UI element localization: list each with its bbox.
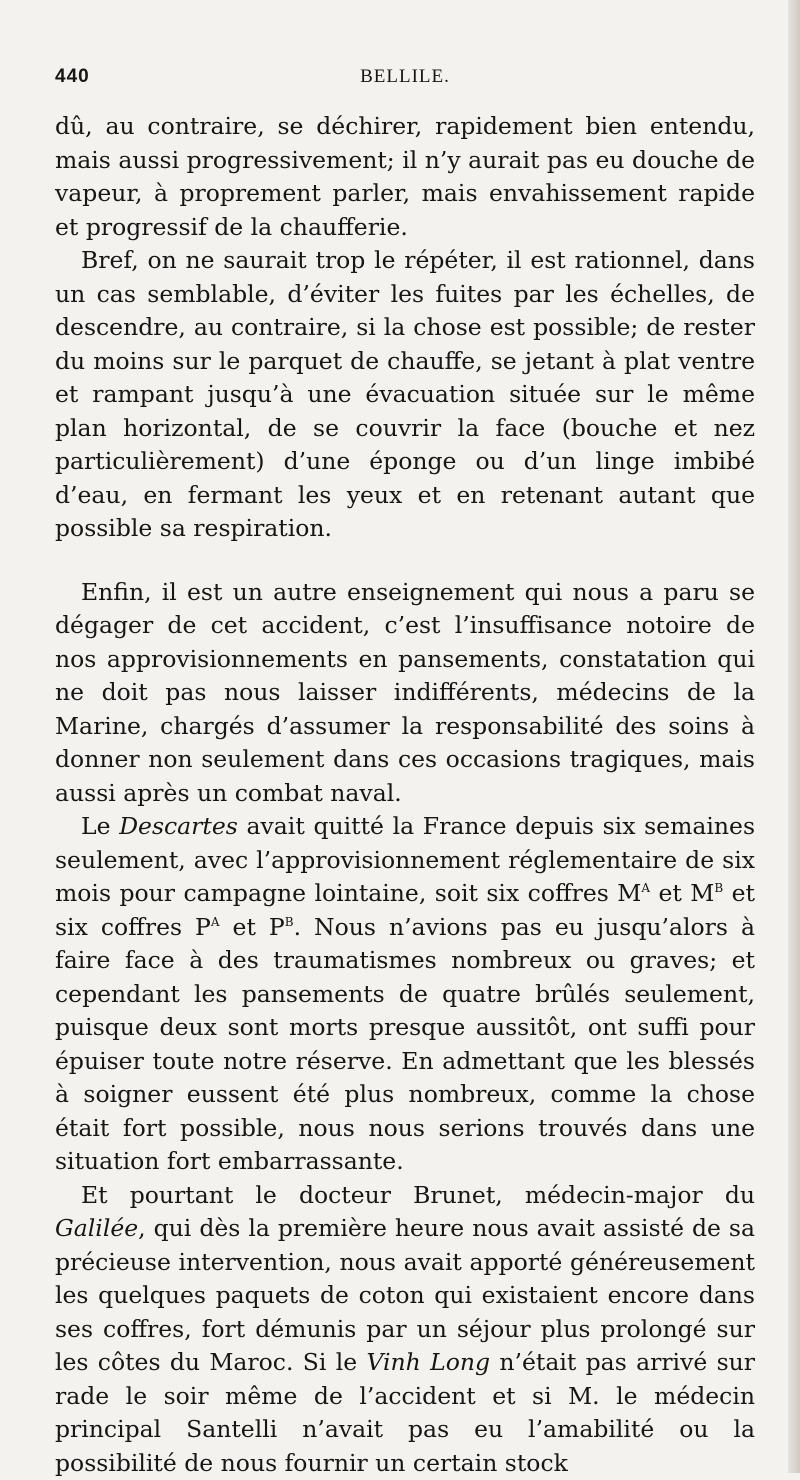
paragraph-4-text-2: avait quitté la France depuis six semaines seulement, avec l’approvisionnement réglementaire de six mois pour campagne lointaine, soit six coffres M: [55, 812, 755, 907]
paragraph-5: [55, 1179, 755, 1480]
ship-name-vinh-long: Vinh Long: [366, 1348, 490, 1376]
paragraph-1: dû, au contraire, se déchirer, rapidement bien entendu, mais aussi progressivement; il n’y aurait pas eu douche de vapeur, à proprement parler, mais envahissement rapide et progressif de la chaufferie.: [55, 110, 755, 244]
paragraph-2: Bref, on ne saurait trop le répéter, il est rationnel, dans un cas semblable, d’éviter les fuites par les échelles, de descendre, au contraire, si la chose est possible; de rester du moins sur le parquet de chauffe, se jetant à plat ventre et rampant jusqu’à une évacuation située sur le même plan horizontal, de se couvrir la face (bouche et nez particulièrement) d’une éponge ou d’un linge imbibé d’eau, en fermant les yeux et en retenant autant que possible sa respiration.: [55, 244, 755, 546]
paragraph-5-text-1: Et pourtant le docteur Brunet, médecin-major du: [81, 1181, 755, 1209]
ship-name-descartes: Descartes: [119, 812, 238, 840]
superscript-b: B: [714, 881, 723, 895]
paragraph-4-text-6: . Nous n’avions pas eu jusqu’alors à faire face à des traumatismes nombreux ou graves; et cependant les pansements de quatre brûlés seulement, puisque deux sont morts presque aussitôt, ont suffi pour épuiser toute notre réserve. En admettant que les blessés à soigner eussent été plus nombreux, comme la chose était fort possible, nous nous serions trouvés dans une situation fort embarrassante.: [55, 913, 755, 1176]
page-header: [55, 66, 755, 92]
superscript-a: A: [211, 915, 220, 929]
paragraph-5-text-3: n’était pas arrivé sur rade le soir même de l’accident et si M. le médecin principal Santelli n’avait pas eu l’amabilité ou la possibilité de nous fournir un certain stock: [55, 1348, 755, 1477]
superscript-b: B: [285, 915, 294, 929]
page-edge: [788, 0, 800, 1473]
paragraph-3: Enfin, il est un autre enseignement qui nous a paru se dégager de cet accident, c’est l’insuffisance notoire de nos approvisionnements en pansements, constatation qui ne doit pas nous laisser indifférents, médecins de la Marine, chargés d’assumer la responsabilité des soins à donner non seulement dans ces occasions tragiques, mais aussi après un combat naval.: [55, 576, 755, 811]
superscript-a: A: [641, 881, 650, 895]
paragraph-4-text-4: et six coffres P: [55, 879, 755, 941]
ship-name-galilee: Galilée: [55, 1214, 138, 1242]
paragraph-4-text-3: et M: [650, 879, 714, 907]
paragraph-4-text-1: Le: [81, 812, 119, 840]
paragraph-4-text-5: et P: [220, 913, 285, 941]
running-head: BELLILE.: [55, 66, 755, 88]
page-body: [55, 110, 755, 1480]
page-number: 440: [55, 66, 90, 88]
paragraph-4: [55, 810, 755, 1179]
paragraph-5-text-2: , qui dès la première heure nous avait assisté de sa précieuse intervention, nous avait apporté généreusement les quelques paquets de coton qui existaient encore dans ses coffres, fort démunis par un séjour plus prolongé sur les côtes du Maroc. Si le: [55, 1214, 755, 1376]
